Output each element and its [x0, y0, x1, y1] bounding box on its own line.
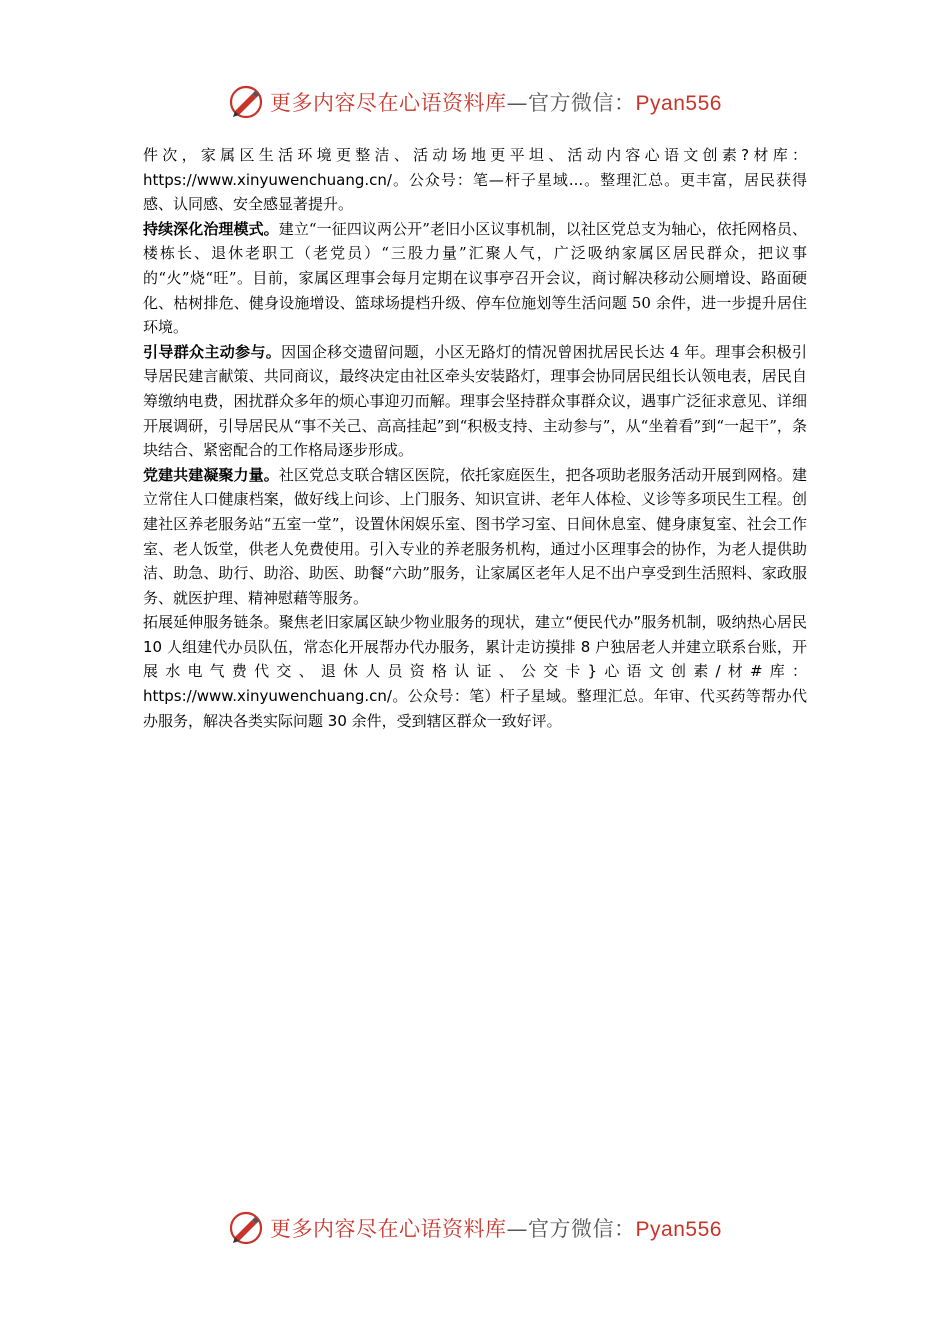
paragraph-5-body: 聚焦老旧家属区缺少物业服务的现状，建立“便民代办”服务机制，吸纳热心居民 10 人组建代办员队伍，常态化开展帮办代办服务，累计走访摸排 8 户独居老人并建立联系台账，开展水电气费代交、退休人员资格认证、公交卡}心语文创素/材#库：https://www.xinyuwenchuang.cn/。公众号：笔）杆子星域。整理汇总。年审、代买药等帮办代办服务，解决各类实际问题 30 余件，受到辖区群众一致好评。 [143, 613, 807, 730]
footer-banner-dash: — [506, 1217, 529, 1241]
footer-banner-wechat-id: Pyan556 [635, 1218, 722, 1241]
paragraph-4 [143, 463, 807, 611]
paragraph-4-heading: 党建共建凝聚力量。 [143, 465, 279, 484]
document-body [143, 143, 807, 733]
paragraph-1: 件次，家属区生活环境更整洁、活动场地更平坦、活动内容心语文创素?材库：https://www.xinyuwenchuang.cn/。公众号：笔—杆子星域...。整理汇总。更丰富，居民获得感、认同感、安全感显著提升。 [143, 146, 807, 214]
pen-logo-icon [228, 1210, 264, 1246]
paragraph-2-heading: 持续深化治理模式。 [143, 219, 279, 238]
paragraph-2 [143, 217, 807, 340]
footer-banner-main: 更多内容尽在心语资料库 [270, 1217, 507, 1241]
paragraph-3-body: 因国企移交遗留问题，小区无路灯的情况曾困扰居民长达 4 年。理事会积极引导居民建言献策、共同商议，最终决定由社区牵头安装路灯，理事会协同居民组长认领电表，居民自筹缴纳电费，困扰群众多年的烦心事迎刃而解。理事会坚持群众事群众议，遇事广泛征求意见、详细开展调研，引导居民从“事不关己、高高挂起”到“积极支持、主动参与”，从“坐着看”到“一起干”，条块结合、紧密配合的工作格局逐步形成。 [143, 342, 807, 460]
paragraph-3 [143, 340, 807, 463]
paragraph-4-body: 社区党总支联合辖区医院，依托家庭医生，把各项助老服务活动开展到网格。建立常住人口健康档案，做好线上问诊、上门服务、知识宣讲、老年人体检、义诊等多项民生工程。创建社区养老服务站“五室一堂”，设置休闲娱乐室、图书学习室、日间休息室、健身康复室、社会工作室、老人饭堂，供老人免费使用。引入专业的养老服务机构，通过小区理事会的协作，为老人提供助洁、助急、助行、助浴、助医、助餐“六助”服务，让家属区老年人足不出户享受到生活照料、家政服务、就医护理、精神慰藉等服务。 [143, 465, 807, 607]
header-banner-main: 更多内容尽在心语资料库 [270, 91, 507, 115]
header-banner-dash: — [506, 91, 529, 115]
paragraph-3-heading: 引导群众主动参与。 [143, 342, 282, 361]
pen-logo-icon [228, 84, 264, 120]
header-banner-text [270, 87, 722, 117]
footer-banner-wechat-label: 官方微信： [528, 1217, 636, 1241]
paragraph-5-heading: 拓展延伸服务链条。 [143, 613, 279, 632]
paragraph-2-body: 建立“一征四议两公开”老旧小区议事机制，以社区党总支为轴心，依托网格员、楼栋长、退休老职工（老党员）“三股力量”汇聚人气，广泛吸纳家属区居民群众，把议事的“火”烧“旺”。目前，家属区理事会每月定期在议事亭召开会议，商讨解决移动公厕增设、路面硬化、枯树排危、健身设施增设、篮球场提档升级、停车位施划等生活问题 50 余件，进一步提升居住环境。 [143, 219, 807, 337]
header-banner [0, 80, 950, 124]
paragraph-5 [143, 610, 807, 733]
footer-banner [0, 1206, 950, 1250]
header-banner-wechat-id: Pyan556 [635, 92, 722, 115]
header-banner-wechat-label: 官方微信： [528, 91, 636, 115]
footer-banner-text [270, 1213, 722, 1243]
